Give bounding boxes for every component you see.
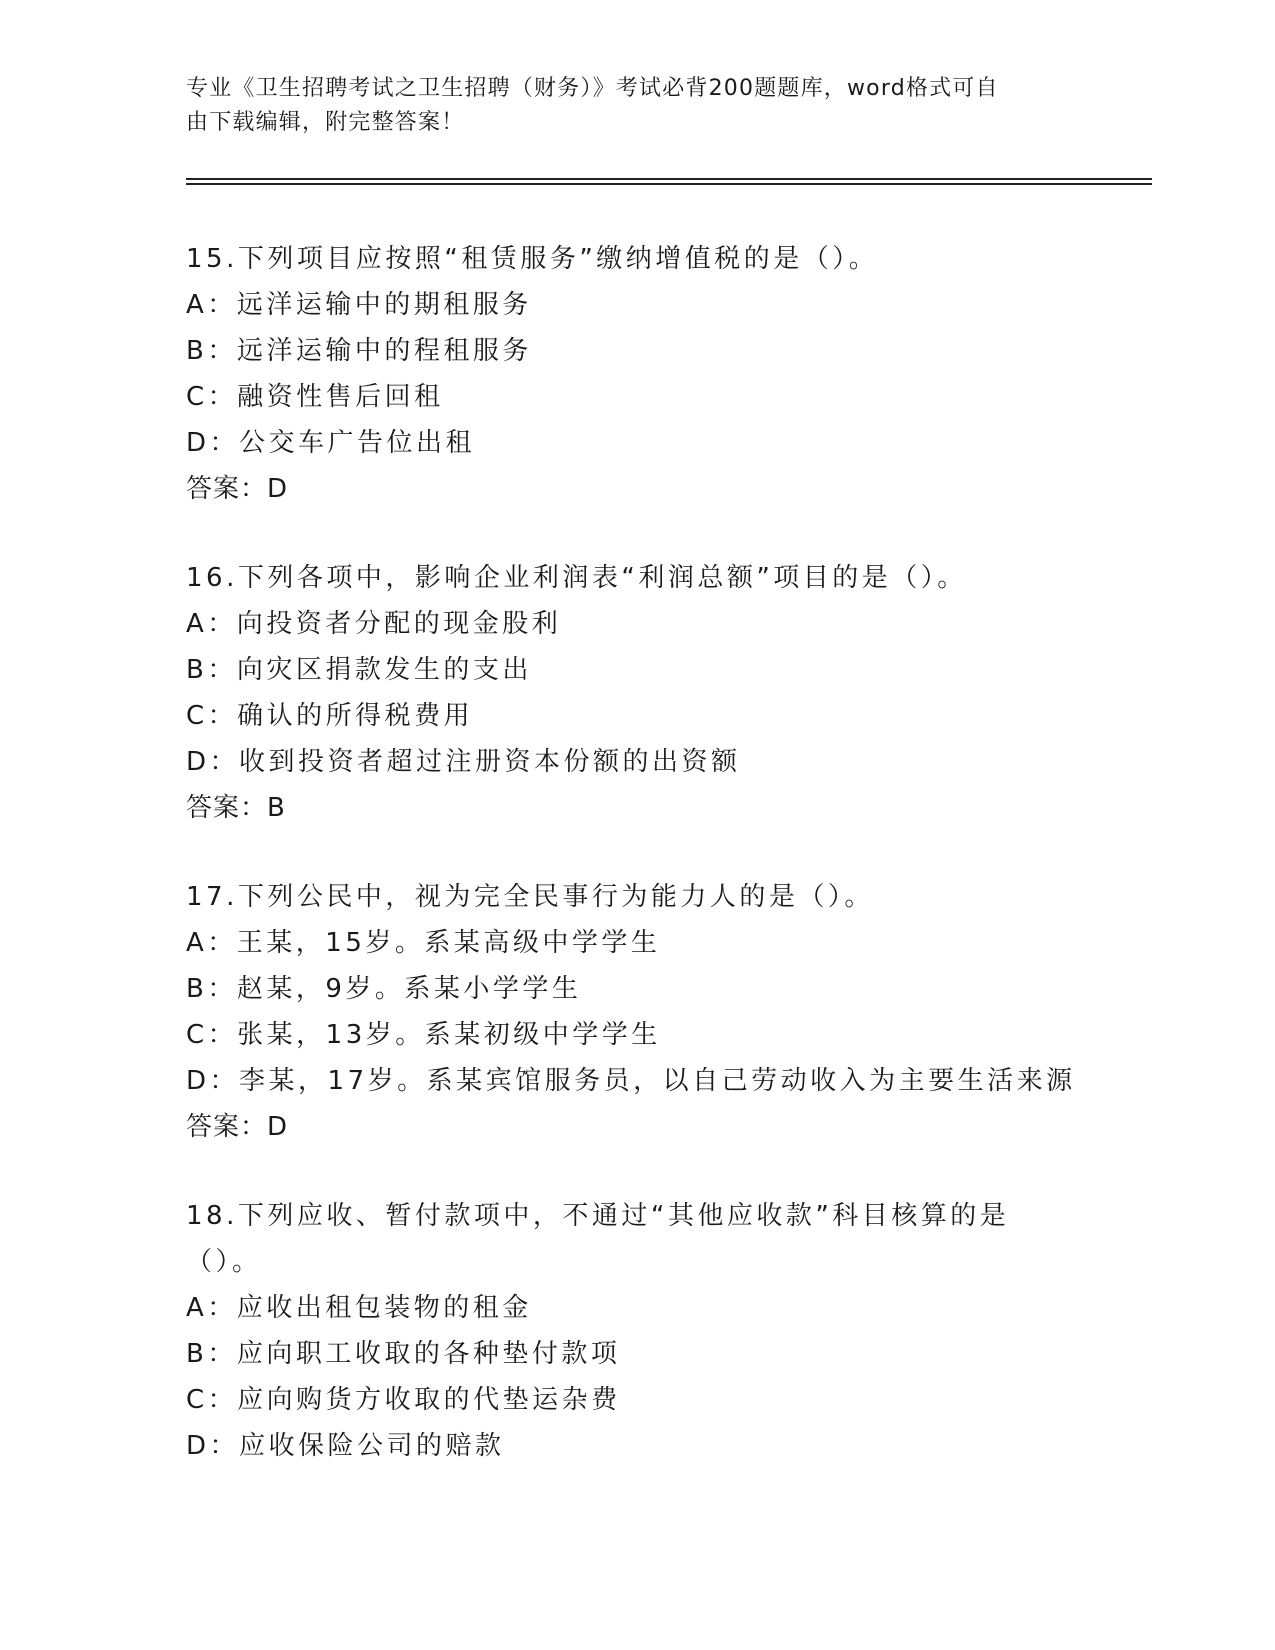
question-stem: 18.下列应收、暂付款项中，不通过“其他应收款”科目核算的是（）。 <box>186 1201 1010 1277</box>
answer-line: 答案：D <box>186 474 289 504</box>
option-c: C：应向购货方收取的代垫运杂费 <box>186 1385 621 1415</box>
answer-line: 答案：B <box>186 793 286 823</box>
question-17 <box>186 874 1086 1150</box>
header-divider-bottom <box>186 183 1152 185</box>
intro-line-2: 由下载编辑，附完整答案！ <box>186 110 465 135</box>
intro-line-1: 专业《卫生招聘考试之卫生招聘（财务）》考试必背200题题库，word格式可自 <box>186 76 999 101</box>
option-b: B：应向职工收取的各种垫付款项 <box>186 1339 621 1369</box>
question-18 <box>186 1193 1086 1469</box>
option-d: D：收到投资者超过注册资本份额的出资额 <box>186 747 741 777</box>
question-15 <box>186 236 1086 512</box>
option-b: B：赵某，9岁。系某小学学生 <box>186 974 582 1004</box>
document-intro <box>186 72 1066 140</box>
question-16 <box>186 555 1086 831</box>
option-a: A：向投资者分配的现金股利 <box>186 609 562 639</box>
option-a: A：远洋运输中的期租服务 <box>186 290 532 320</box>
option-a: A：应收出租包装物的租金 <box>186 1293 532 1323</box>
option-c: C：张某，13岁。系某初级中学学生 <box>186 1020 661 1050</box>
question-stem: 17.下列公民中，视为完全民事行为能力人的是（）。 <box>186 882 874 912</box>
option-b: B：远洋运输中的程租服务 <box>186 336 532 366</box>
question-stem: 15.下列项目应按照“租赁服务”缴纳增值税的是（）。 <box>186 244 879 274</box>
header-divider-top <box>186 178 1152 180</box>
option-a: A：王某，15岁。系某高级中学学生 <box>186 928 661 958</box>
option-b: B：向灾区捐款发生的支出 <box>186 655 532 685</box>
option-d: D：公交车广告位出租 <box>186 428 476 458</box>
option-d: D：李某，17岁。系某宾馆服务员，以自己劳动收入为主要生活来源 <box>186 1066 1076 1096</box>
option-d: D：应收保险公司的赔款 <box>186 1431 505 1461</box>
option-c: C：融资性售后回租 <box>186 382 444 412</box>
question-stem: 16.下列各项中，影响企业利润表“利润总额”项目的是（）。 <box>186 563 967 593</box>
option-c: C：确认的所得税费用 <box>186 701 474 731</box>
answer-line: 答案：D <box>186 1112 289 1142</box>
